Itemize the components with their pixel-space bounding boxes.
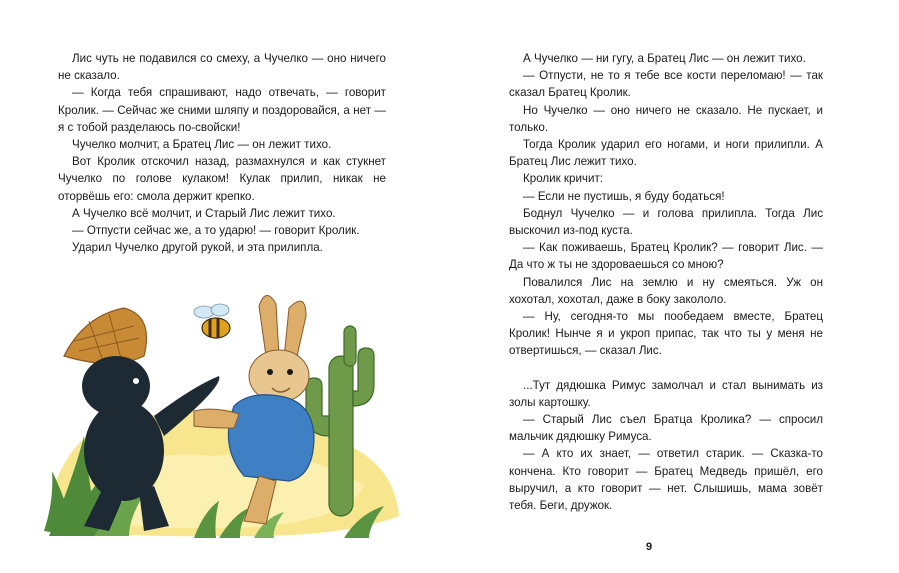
paragraph: Тогда Кролик ударил его ногами, и ноги прилипли. А Братец Лис лежит тихо. [509, 138, 823, 169]
paragraph: Вот Кролик отскочил назад, размахнулся и как стукнет Чучелко по голове кулаком! Кулак прилип, никак не оторвёшь его: смола держит крепко. [58, 155, 386, 203]
paragraph: — Старый Лис съел Братца Кролика? — спросил мальчик дядюшку Римуса. [509, 413, 823, 444]
paragraph: — Ну, сегодня-то мы пообедаем вместе, Братец Кролик! Нынче я и укроп припас, так что ты у меня не отвертишься, — сказал Лис. [509, 310, 823, 358]
paragraph: А Чучелко — ни гугу, а Братец Лис — он лежит тихо. [523, 52, 806, 65]
paragraph: Повалился Лис на землю и ну смеяться. Уж он хохотал, хохотал, даже в боку закололо. [509, 275, 823, 306]
paragraph: ...Тут дядюшка Римус замолчал и стал вынимать из золы картошку. [509, 378, 823, 409]
right-page [449, 0, 899, 573]
paragraph: — Когда тебя спрашивают, надо отвечать, — говорит Кролик. — Сейчас же сними шляпу и поздоровайся, а нет — я с тобой разделаюсь по-свойски! [58, 86, 386, 134]
paragraph: Чучелко молчит, а Братец Лис — он лежит тихо. [72, 138, 332, 152]
paragraph: — А кто их знает, — ответил старик. — Сказка-то кончена. Кто говорит — Братец Медведь пришёл, его выручил, а кто говорит — нет. Слышишь, мама зовёт тебя. Беги, дружок. [509, 447, 823, 513]
paragraph: Боднул Чучелко — и голова прилипла. Тогда Лис выскочил из-под куста. [509, 206, 823, 238]
paragraph: Ударил Чучелко другой рукой, и эта прилипла. [72, 241, 323, 255]
paragraph: Лис чуть не подавился со смеху, а Чучелко — оно ничего не сказало. [58, 52, 386, 83]
paragraph: А Чучелко всё молчит, и Старый Лис лежит тихо. [72, 206, 336, 220]
paragraph: Кролик кричит: [523, 172, 603, 186]
rabbit-and-tar-baby-illustration [44, 286, 406, 538]
paragraph: Но Чучелко — оно ничего не сказало. Не пускает, и только. [509, 103, 823, 134]
right-text-column [509, 50, 823, 514]
left-text-column [58, 50, 386, 256]
straw-hat [64, 308, 147, 364]
bee-icon [194, 304, 230, 338]
paragraph: — Как поживаешь, Братец Кролик? — говорит Лис. — Да что ж ты не здороваешься со мною? [509, 241, 823, 272]
page-number: 9 [646, 541, 653, 553]
paragraph: — Отпусти, не то я тебе все кости переломаю! — так сказал Братец Кролик. [509, 69, 823, 100]
paragraph: — Отпусти сейчас же, а то ударю! — говорит Кролик. [72, 224, 360, 238]
paragraph: — Если не пустишь, я буду бодаться! [523, 189, 725, 203]
left-page [0, 0, 449, 573]
